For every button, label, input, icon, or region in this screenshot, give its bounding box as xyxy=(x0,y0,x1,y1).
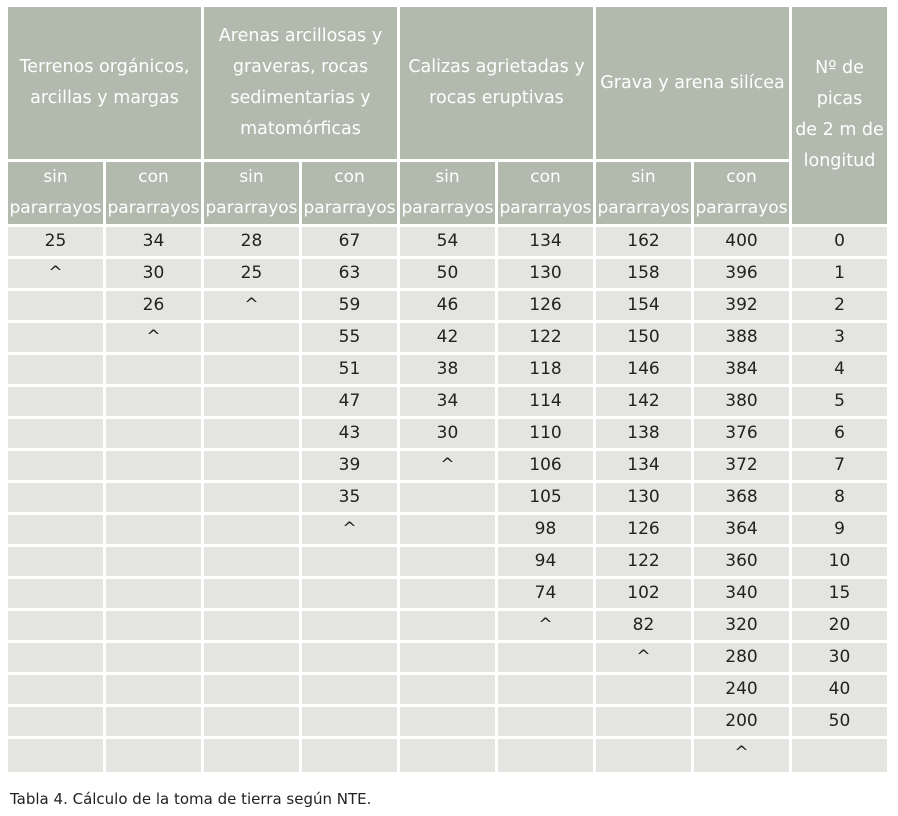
table-cell: 126 xyxy=(596,515,691,544)
picas-count-cell: 6 xyxy=(792,419,887,448)
table-cell xyxy=(204,611,299,640)
picas-count-cell: 5 xyxy=(792,387,887,416)
table-cell xyxy=(400,515,495,544)
table-cell: ^ xyxy=(596,643,691,672)
table-row xyxy=(8,515,887,544)
header-row-subcolumns xyxy=(8,162,887,224)
table-cell: 388 xyxy=(694,323,789,352)
table-row xyxy=(8,675,887,704)
table-cell xyxy=(498,675,593,704)
table-cell: 364 xyxy=(694,515,789,544)
table-cell: 38 xyxy=(400,355,495,384)
table-row xyxy=(8,323,887,352)
table-cell: 130 xyxy=(498,259,593,288)
group-header-organic-soils: Terrenos orgánicos, arcillas y margas xyxy=(8,7,201,159)
table-row xyxy=(8,227,887,256)
table-cell: 74 xyxy=(498,579,593,608)
table-cell xyxy=(302,675,397,704)
table-row xyxy=(8,387,887,416)
table-cell: 46 xyxy=(400,291,495,320)
table-cell xyxy=(204,419,299,448)
table-cell xyxy=(8,515,103,544)
table-cell xyxy=(596,675,691,704)
table-cell: 98 xyxy=(498,515,593,544)
table-cell: 340 xyxy=(694,579,789,608)
table-cell: 360 xyxy=(694,547,789,576)
table-cell: 43 xyxy=(302,419,397,448)
table-cell xyxy=(400,579,495,608)
table-cell xyxy=(8,291,103,320)
picas-count-cell: 15 xyxy=(792,579,887,608)
table-row xyxy=(8,707,887,736)
picas-count-cell: 4 xyxy=(792,355,887,384)
table-cell xyxy=(204,643,299,672)
table-cell: 142 xyxy=(596,387,691,416)
table-cell: 320 xyxy=(694,611,789,640)
table-cell: 63 xyxy=(302,259,397,288)
table-cell: ^ xyxy=(302,515,397,544)
table-cell xyxy=(204,387,299,416)
table-cell xyxy=(106,611,201,640)
table-cell xyxy=(302,611,397,640)
table-caption: Tabla 4. Cálculo de la toma de tierra según NTE. xyxy=(10,790,372,808)
table-cell xyxy=(8,483,103,512)
table-cell xyxy=(498,707,593,736)
table-cell: 200 xyxy=(694,707,789,736)
table-cell: 138 xyxy=(596,419,691,448)
table-cell xyxy=(498,643,593,672)
subheader-con-pararrayos: con pararrayos xyxy=(106,162,201,224)
table-cell: 376 xyxy=(694,419,789,448)
picas-count-cell: 20 xyxy=(792,611,887,640)
table-cell xyxy=(204,547,299,576)
table-row xyxy=(8,611,887,640)
table-cell: ^ xyxy=(498,611,593,640)
table-cell xyxy=(498,739,593,772)
table-cell xyxy=(8,355,103,384)
table-cell xyxy=(106,707,201,736)
table-cell: 28 xyxy=(204,227,299,256)
table-cell xyxy=(106,739,201,772)
table-cell xyxy=(106,419,201,448)
table-cell xyxy=(204,707,299,736)
table-cell xyxy=(400,707,495,736)
table-row xyxy=(8,291,887,320)
table-cell: 47 xyxy=(302,387,397,416)
table-row xyxy=(8,451,887,480)
table-cell: 396 xyxy=(694,259,789,288)
table-cell xyxy=(204,355,299,384)
table-cell: 372 xyxy=(694,451,789,480)
table-cell: 130 xyxy=(596,483,691,512)
picas-count-cell xyxy=(792,739,887,772)
table-body xyxy=(8,227,887,772)
table-cell xyxy=(8,419,103,448)
group-header-gravel-sand: Grava y arena silícea xyxy=(596,7,789,159)
table-cell: 42 xyxy=(400,323,495,352)
table-cell xyxy=(8,547,103,576)
table-cell: 25 xyxy=(8,227,103,256)
picas-count-cell: 50 xyxy=(792,707,887,736)
table-cell: 158 xyxy=(596,259,691,288)
subheader-sin-pararrayos: sin pararrayos xyxy=(204,162,299,224)
table-cell: 26 xyxy=(106,291,201,320)
table-cell xyxy=(400,611,495,640)
table-cell xyxy=(8,387,103,416)
table-cell xyxy=(106,355,201,384)
table-cell xyxy=(302,739,397,772)
table-cell: ^ xyxy=(400,451,495,480)
subheader-con-pararrayos: con pararrayos xyxy=(694,162,789,224)
table-row xyxy=(8,643,887,672)
picas-count-cell: 30 xyxy=(792,643,887,672)
table-cell xyxy=(204,323,299,352)
table-cell: 134 xyxy=(498,227,593,256)
picas-count-cell: 1 xyxy=(792,259,887,288)
picas-count-cell: 7 xyxy=(792,451,887,480)
table-cell xyxy=(106,579,201,608)
table-cell: 94 xyxy=(498,547,593,576)
table-row xyxy=(8,739,887,772)
table-cell xyxy=(106,483,201,512)
table-cell: 122 xyxy=(498,323,593,352)
table-cell: 134 xyxy=(596,451,691,480)
table-cell xyxy=(8,611,103,640)
subheader-sin-pararrayos: sin pararrayos xyxy=(596,162,691,224)
table-cell: ^ xyxy=(694,739,789,772)
table-cell: 55 xyxy=(302,323,397,352)
picas-count-header: Nº de picas de 2 m de longitud xyxy=(792,7,887,224)
table-cell: 110 xyxy=(498,419,593,448)
table-cell xyxy=(8,707,103,736)
table-cell xyxy=(106,643,201,672)
picas-count-cell: 10 xyxy=(792,547,887,576)
table-cell: 162 xyxy=(596,227,691,256)
subheader-con-pararrayos: con pararrayos xyxy=(498,162,593,224)
table-cell xyxy=(302,707,397,736)
table-cell: 39 xyxy=(302,451,397,480)
table-cell xyxy=(400,483,495,512)
table-cell xyxy=(204,483,299,512)
table-cell: 54 xyxy=(400,227,495,256)
table-cell: 102 xyxy=(596,579,691,608)
table-cell: 280 xyxy=(694,643,789,672)
table-cell xyxy=(8,675,103,704)
table-row xyxy=(8,579,887,608)
table-row xyxy=(8,547,887,576)
table-cell: 30 xyxy=(106,259,201,288)
table-cell xyxy=(596,707,691,736)
group-header-clay-sands: Arenas arcillosas y graveras, rocas sedimentarias y matomórficas xyxy=(204,7,397,159)
table-cell xyxy=(8,643,103,672)
table-cell: 150 xyxy=(596,323,691,352)
table-cell xyxy=(204,451,299,480)
table-cell xyxy=(106,515,201,544)
table-cell xyxy=(204,675,299,704)
picas-count-cell: 9 xyxy=(792,515,887,544)
table-cell: 59 xyxy=(302,291,397,320)
table-cell: 51 xyxy=(302,355,397,384)
table-cell xyxy=(8,323,103,352)
table-cell xyxy=(204,739,299,772)
table-cell xyxy=(8,739,103,772)
table-cell: 106 xyxy=(498,451,593,480)
header-row-groups xyxy=(8,7,887,159)
picas-count-cell: 0 xyxy=(792,227,887,256)
table-cell: 30 xyxy=(400,419,495,448)
table-cell xyxy=(400,675,495,704)
table-row xyxy=(8,259,887,288)
subheader-sin-pararrayos: sin pararrayos xyxy=(400,162,495,224)
table-cell xyxy=(302,579,397,608)
table-cell: 380 xyxy=(694,387,789,416)
table-cell xyxy=(204,515,299,544)
table-cell: ^ xyxy=(8,259,103,288)
table-cell xyxy=(302,643,397,672)
table-row xyxy=(8,355,887,384)
picas-count-cell: 2 xyxy=(792,291,887,320)
table-cell: 25 xyxy=(204,259,299,288)
table-cell xyxy=(106,547,201,576)
table-cell: 146 xyxy=(596,355,691,384)
table-cell xyxy=(106,387,201,416)
table-cell: 126 xyxy=(498,291,593,320)
table-row xyxy=(8,419,887,448)
group-header-limestone: Calizas agrietadas y rocas eruptivas xyxy=(400,7,593,159)
table-cell: 400 xyxy=(694,227,789,256)
table-cell xyxy=(204,579,299,608)
table-cell xyxy=(596,739,691,772)
table-cell xyxy=(8,579,103,608)
table-cell xyxy=(400,643,495,672)
ground-resistance-table xyxy=(5,4,890,775)
table-row xyxy=(8,483,887,512)
table-cell: 368 xyxy=(694,483,789,512)
table-cell xyxy=(8,451,103,480)
table-cell: 392 xyxy=(694,291,789,320)
subheader-sin-pararrayos: sin pararrayos xyxy=(8,162,103,224)
picas-count-cell: 40 xyxy=(792,675,887,704)
table-cell: 105 xyxy=(498,483,593,512)
table-cell: ^ xyxy=(106,323,201,352)
table-cell xyxy=(302,547,397,576)
table-cell: 34 xyxy=(106,227,201,256)
table-cell: 384 xyxy=(694,355,789,384)
subheader-con-pararrayos: con pararrayos xyxy=(302,162,397,224)
table-cell xyxy=(106,675,201,704)
table-cell xyxy=(400,739,495,772)
table-cell: 82 xyxy=(596,611,691,640)
table-cell: 154 xyxy=(596,291,691,320)
picas-count-cell: 8 xyxy=(792,483,887,512)
table-cell: 67 xyxy=(302,227,397,256)
table-cell: 240 xyxy=(694,675,789,704)
table-cell: 114 xyxy=(498,387,593,416)
table-cell: 122 xyxy=(596,547,691,576)
picas-count-cell: 3 xyxy=(792,323,887,352)
table-cell: 34 xyxy=(400,387,495,416)
table-cell xyxy=(106,451,201,480)
table-cell: ^ xyxy=(204,291,299,320)
table-cell: 118 xyxy=(498,355,593,384)
table-cell xyxy=(400,547,495,576)
table-cell: 35 xyxy=(302,483,397,512)
table-cell: 50 xyxy=(400,259,495,288)
